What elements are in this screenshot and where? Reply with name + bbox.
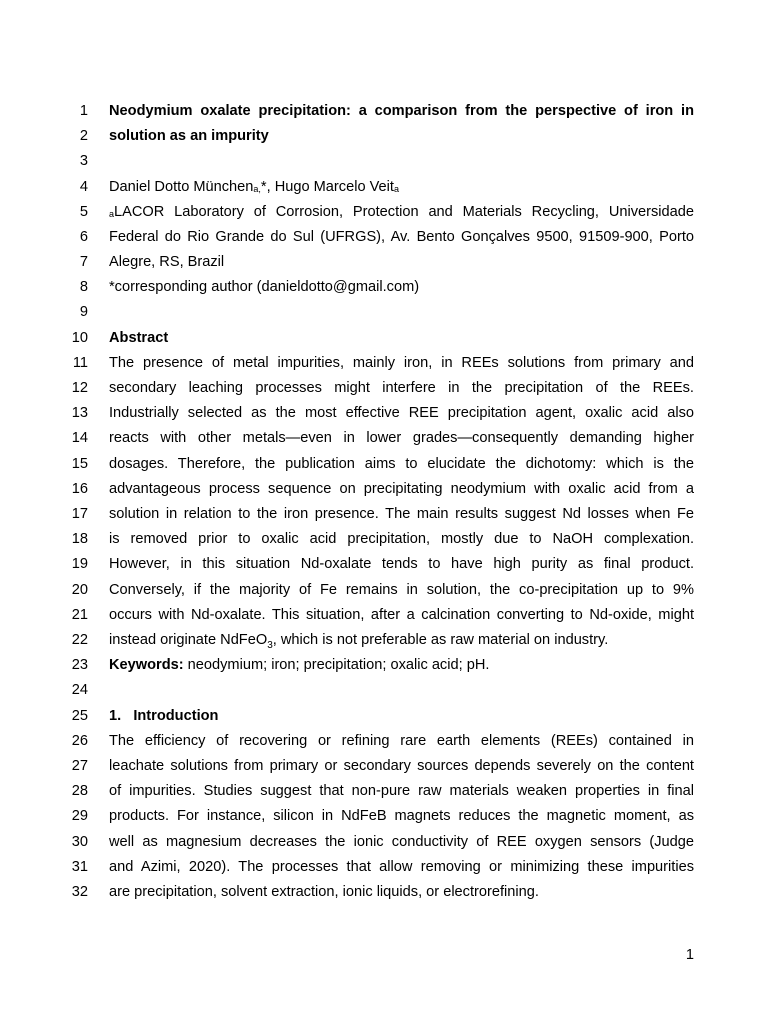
line-number: 11	[72, 355, 88, 371]
line-29	[0, 806, 768, 831]
line-number: 22	[71, 632, 88, 648]
line-27	[0, 756, 768, 781]
line-4	[0, 177, 768, 202]
line-number: 19	[71, 556, 88, 572]
affil-mark: a,	[253, 184, 261, 194]
introduction-heading: 1. Introduction	[109, 708, 219, 724]
line-20	[0, 580, 768, 605]
author-1: Daniel Dotto München	[109, 179, 254, 195]
abstract-text: instead originate NdFeO$_3$, which is not preferable as raw material on industry.	[109, 632, 609, 651]
line-number: 5	[79, 204, 88, 220]
line-26	[0, 731, 768, 756]
affiliation-cont: Alegre, RS, Brazil	[109, 254, 225, 270]
line-31	[0, 857, 768, 882]
line-number: 2	[79, 128, 88, 144]
line-13	[0, 403, 768, 428]
line-number: 28	[71, 783, 88, 799]
intro-text: are precipitation, solvent extraction, ionic liquids, or electrorefining.	[109, 884, 539, 900]
abstract-text: Conversely, if the majority of Fe remains in solution, the co-precipitation up to 9%	[109, 582, 694, 598]
line-number: 18	[71, 531, 88, 547]
line-24	[0, 680, 768, 705]
line-32	[0, 882, 768, 907]
line-18	[0, 529, 768, 554]
line-number: 26	[71, 733, 88, 749]
line-21	[0, 605, 768, 630]
line-number: 1	[79, 103, 88, 119]
line-number: 15	[71, 456, 88, 472]
affiliation: $^a$LACOR Laboratory of Corrosion, Protection and Materials Recycling, Universidade	[109, 204, 694, 220]
line-number: 32	[71, 884, 88, 900]
line-number: 27	[71, 758, 88, 774]
line-16	[0, 479, 768, 504]
line-number: 16	[71, 481, 88, 497]
abstract-text: The presence of metal impurities, mainly iron, in REEs solutions from primary and	[109, 355, 694, 371]
line-number: 8	[79, 279, 88, 295]
paper-title-cont: solution as an impurity	[109, 128, 269, 144]
intro-text: and Azimi, 2020). The processes that allow removing or minimizing these impurities	[109, 859, 694, 875]
authors	[109, 175, 694, 200]
abstract-text: occurs with Nd-oxalate. This situation, after a calcination converting to Nd-oxide, might	[109, 607, 694, 623]
line-number: 9	[79, 304, 88, 320]
corresponding-author: *corresponding author (danieldotto@gmail.com)	[109, 279, 420, 295]
line-30	[0, 832, 768, 857]
line-number: 29	[71, 808, 88, 824]
line-number: 14	[71, 430, 88, 446]
intro-text: of impurities. Studies suggest that non-pure raw materials weaken properties in final	[109, 783, 694, 799]
line-number: 10	[71, 330, 88, 346]
keywords-list: neodymium; iron; precipitation; oxalic acid; pH.	[183, 657, 490, 673]
abstract-text: solution in relation to the iron presence. The main results suggest Nd losses when Fe	[109, 506, 694, 522]
line-11	[0, 353, 768, 378]
intro-text: The efficiency of recovering or refining rare earth elements (REEs) contained in	[109, 733, 694, 749]
line-23	[0, 655, 768, 680]
keywords	[109, 653, 694, 678]
line-number: 25	[71, 708, 88, 724]
line-14	[0, 428, 768, 453]
line-number: 13	[71, 405, 88, 421]
line-number: 4	[79, 179, 88, 195]
line-8	[0, 277, 768, 302]
line-number: 30	[71, 834, 88, 850]
line-number: 6	[79, 229, 88, 245]
abstract-text: is removed prior to oxalic acid precipitation, mostly due to NaOH complexation.	[109, 531, 694, 547]
abstract-text: Industrially selected as the most effective REE precipitation agent, oxalic acid also	[109, 405, 694, 421]
keywords-label: Keywords:	[109, 657, 184, 673]
subscript: 3	[267, 639, 273, 651]
line-number: 23	[71, 657, 88, 673]
line-9	[0, 302, 768, 327]
line-2	[0, 126, 768, 151]
line-28	[0, 781, 768, 806]
affil-mark: a	[393, 184, 399, 194]
line-7	[0, 252, 768, 277]
line-number: 12	[71, 380, 88, 396]
intro-text: well as magnesium decreases the ionic conductivity of REE oxygen sensors (Judge	[109, 834, 694, 850]
line-12	[0, 378, 768, 403]
abstract-text: secondary leaching processes might interfere in the precipitation of the REEs.	[109, 380, 694, 396]
line-number: 20	[71, 582, 88, 598]
abstract-text: dosages. Therefore, the publication aims to elucidate the dichotomy: which is the	[109, 456, 694, 472]
intro-text: products. For instance, silicon in NdFeB magnets reduces the magnetic moment, as	[109, 808, 694, 824]
line-1	[0, 101, 768, 126]
line-number: 21	[71, 607, 88, 623]
line-number: 3	[79, 153, 88, 169]
line-15	[0, 454, 768, 479]
paper-title: Neodymium oxalate precipitation: a comparison from the perspective of iron in	[109, 103, 694, 119]
abstract-text: reacts with other metals—even in lower grades—consequently demanding higher	[109, 430, 694, 446]
abstract-text: advantageous process sequence on precipitating neodymium with oxalic acid from a	[109, 481, 694, 497]
line-22	[0, 630, 768, 655]
line-6	[0, 227, 768, 252]
line-10	[0, 328, 768, 353]
line-19	[0, 554, 768, 579]
line-5	[0, 202, 768, 227]
abstract-text: However, in this situation Nd-oxalate tends to have high purity as final product.	[109, 556, 694, 572]
line-3	[0, 151, 768, 176]
affiliation-cont: Federal do Rio Grande do Sul (UFRGS), Av. Bento Gonçalves 9500, 91509-900, Porto	[109, 229, 694, 245]
abstract-heading: Abstract	[109, 330, 169, 346]
line-number: 24	[71, 682, 88, 698]
page-number: 1	[685, 947, 694, 963]
line-25	[0, 706, 768, 731]
line-17	[0, 504, 768, 529]
line-number: 17	[71, 506, 88, 522]
author-2: *, Hugo Marcelo Veit	[260, 179, 394, 195]
intro-text: leachate solutions from primary or secondary sources depends severely on the content	[109, 758, 694, 774]
line-number: 31	[71, 859, 88, 875]
affil-mark: a	[109, 209, 115, 219]
line-number: 7	[79, 254, 88, 270]
